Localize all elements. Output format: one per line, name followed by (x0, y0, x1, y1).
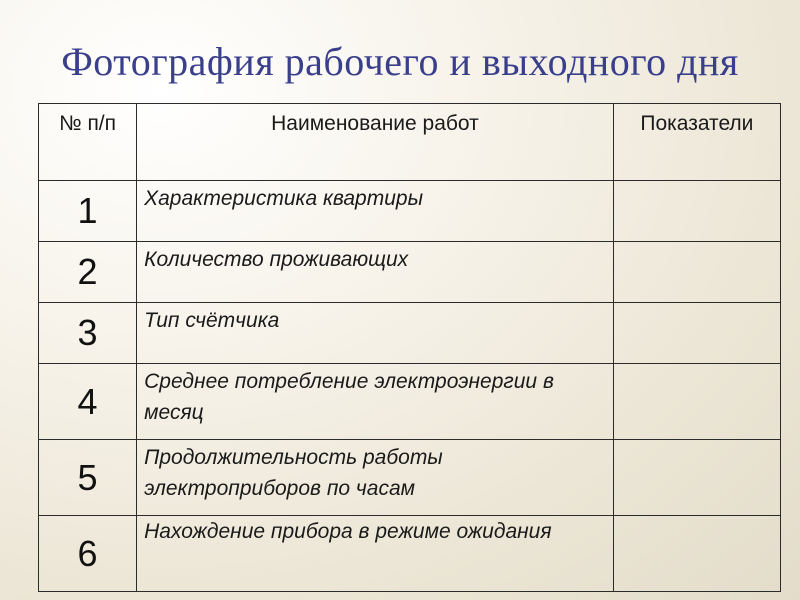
row-name: Среднее потребление электроэнергии в месяц (137, 364, 614, 440)
header-values: Показатели (613, 104, 780, 181)
row-number: 4 (39, 364, 137, 440)
row-number: 5 (39, 440, 137, 516)
row-value (613, 516, 780, 592)
table-row (39, 364, 781, 440)
table-row (39, 242, 781, 303)
row-number: 3 (39, 303, 137, 364)
row-value (613, 303, 780, 364)
row-name: Характеристика квартиры (137, 181, 614, 242)
row-number: 6 (39, 516, 137, 592)
table-row (39, 440, 781, 516)
header-name: Наименование работ (137, 104, 614, 181)
row-name: Тип счётчика (137, 303, 614, 364)
table-header-row (39, 104, 781, 181)
table-row (39, 181, 781, 242)
row-value (613, 440, 780, 516)
row-name: Продолжительность работы электроприборов по часам (137, 440, 614, 516)
page-title: Фотография рабочего и выходного дня (61, 39, 739, 84)
row-number: 2 (39, 242, 137, 303)
row-number: 1 (39, 181, 137, 242)
row-name: Количество проживающих (137, 242, 614, 303)
row-name: Нахождение прибора в режиме ожидания (137, 516, 614, 592)
table-row (39, 516, 781, 592)
row-value (613, 364, 780, 440)
data-table (38, 103, 781, 592)
row-value (613, 181, 780, 242)
table-row (39, 303, 781, 364)
header-number: № п/п (39, 104, 137, 181)
row-value (613, 242, 780, 303)
